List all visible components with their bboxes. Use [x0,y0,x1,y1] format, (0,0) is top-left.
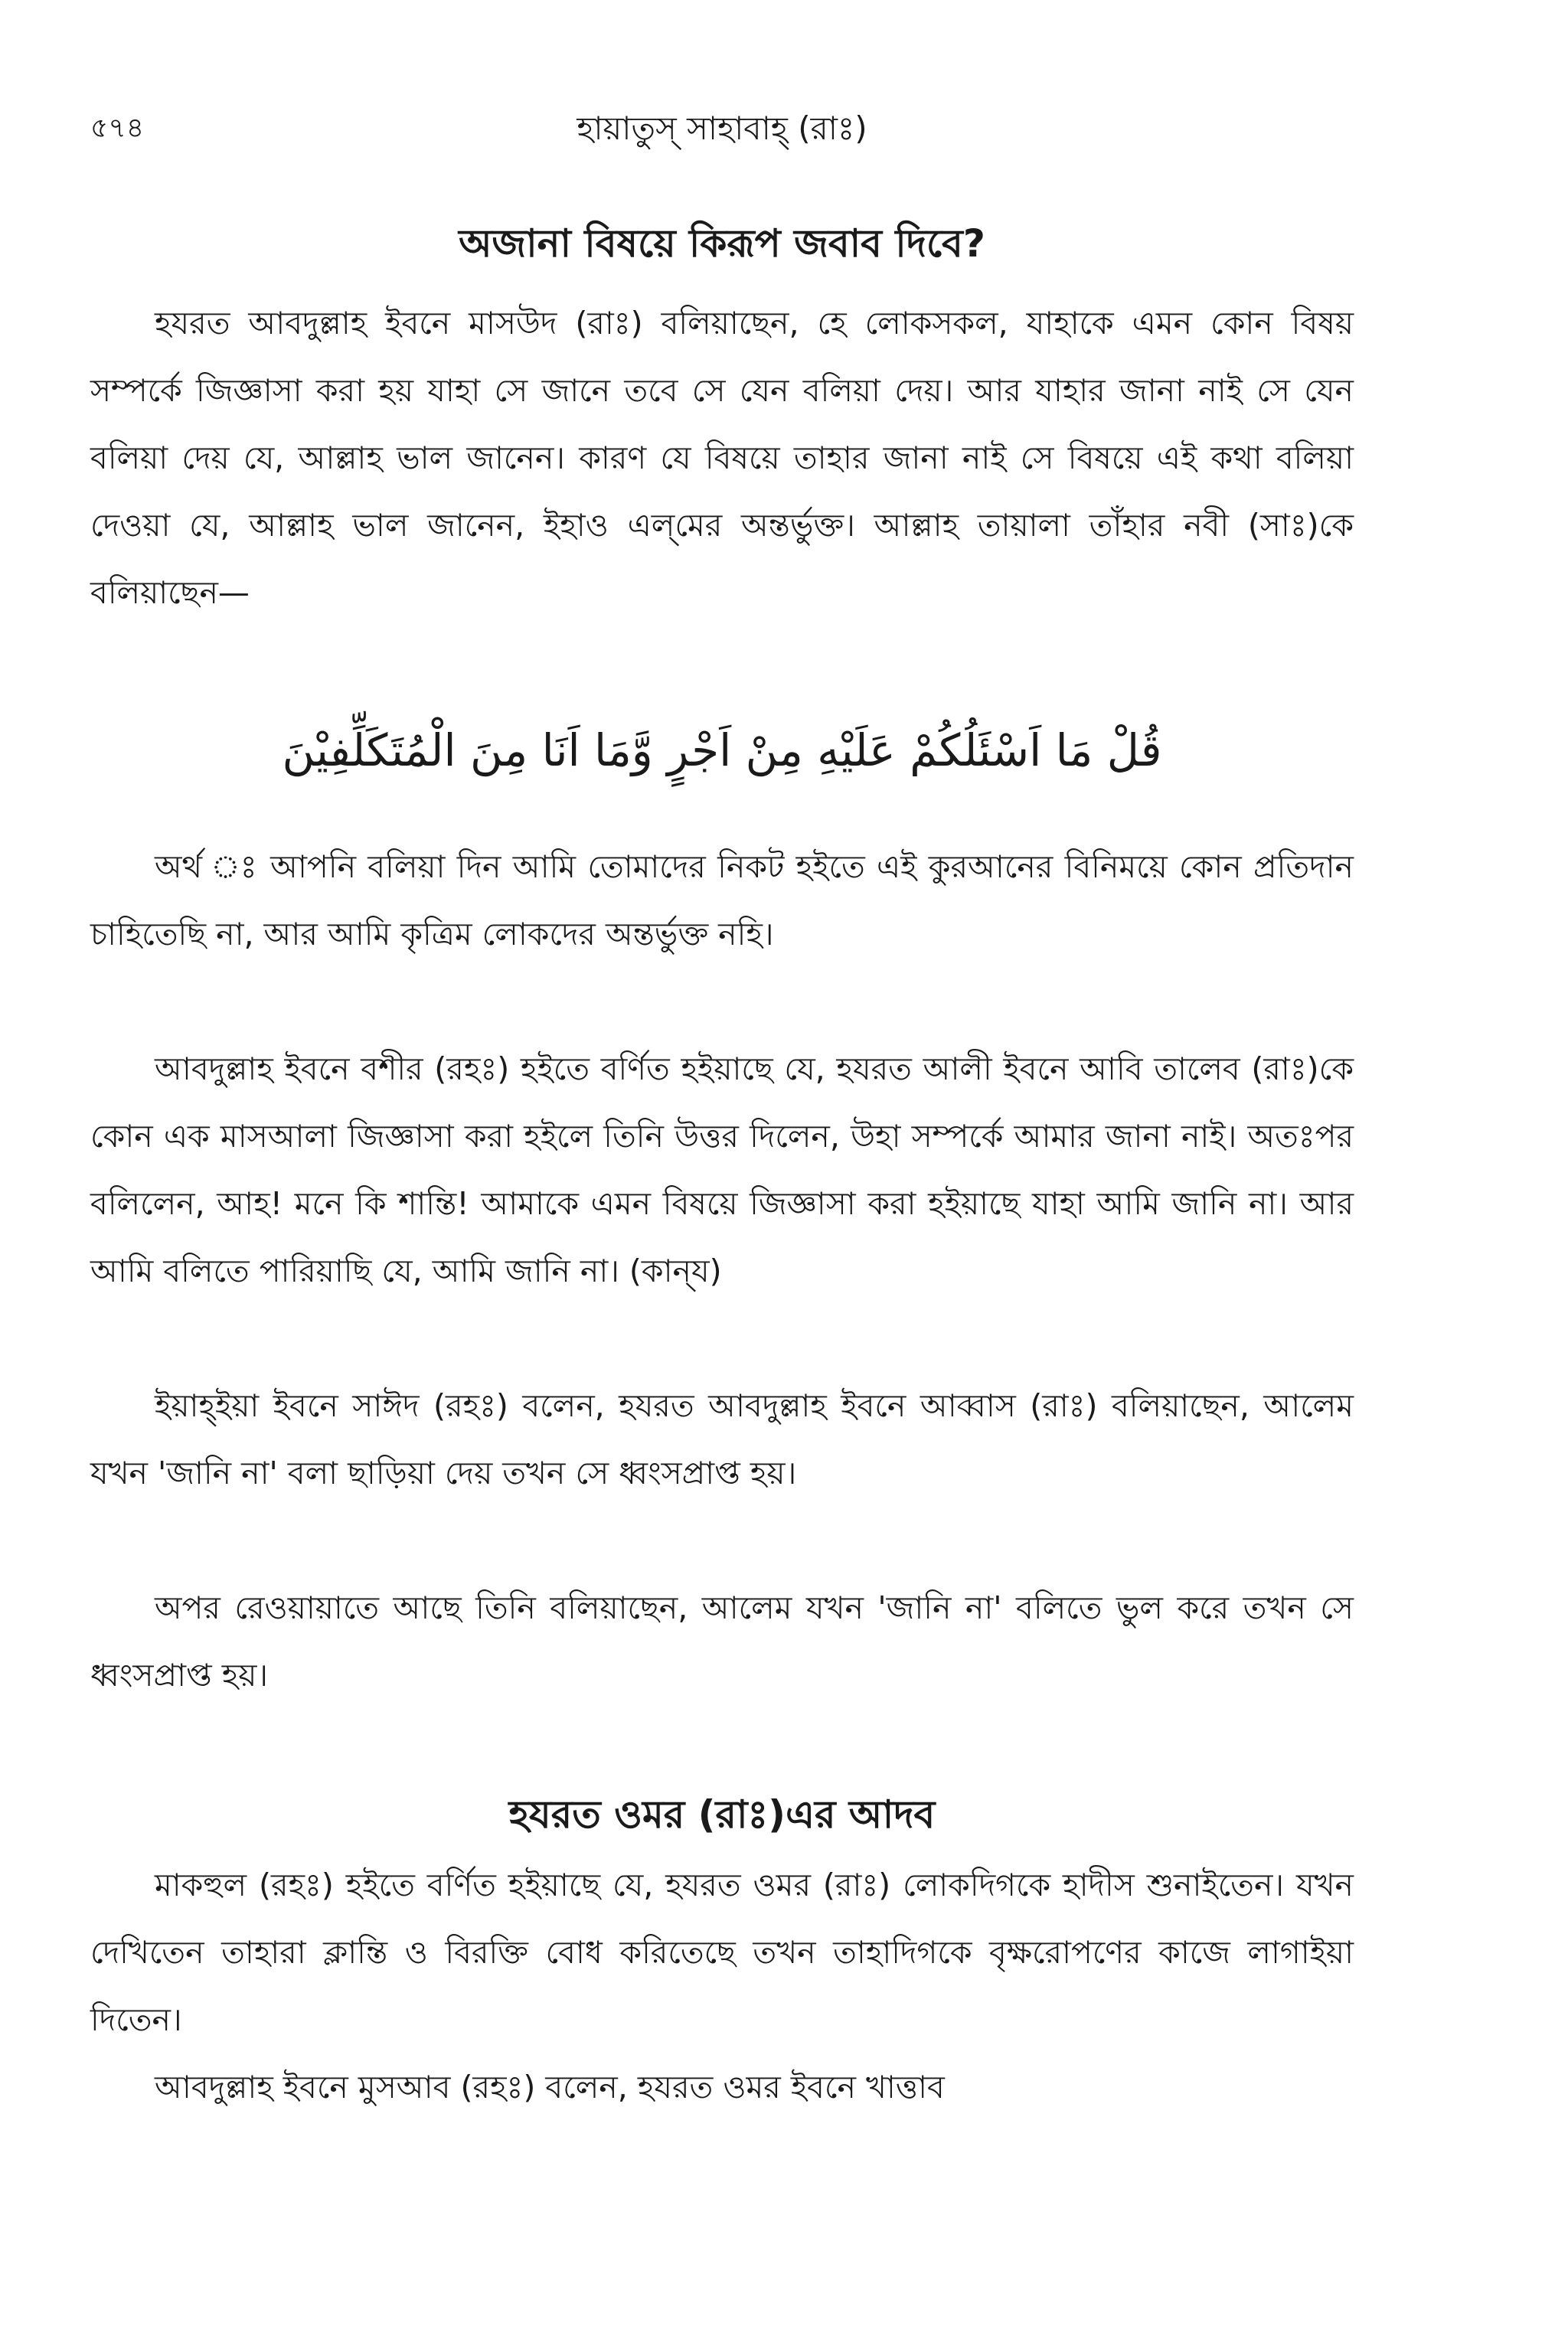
page-header [90,106,1354,159]
section-title-umar-adab: হযরত ওমর (রাঃ)এর আদব [508,1792,936,1837]
paragraph-makhul: মাকহুল (রহঃ) হইতে বর্ণিত হইয়াছে যে, হযরত ওমর (রাঃ) লোকদিগকে হাদীস শুনাইতেন। যখন দেখিতেন তাহারা ক্লান্তি ও বিরক্তি বোধ করিতেছে তখন তাহাদিগকে বৃক্ষরোপণের কাজে লাগাইয়া দিতেন। [90,1867,1354,2038]
paragraph-ibn-musab: আবদুল্লাহ ইবনে মুসআব (রহঃ) বলেন, হযরত ওমর ইবনে খাত্তাব [155,2069,945,2105]
section-title-unknown-matters: অজানা বিষয়ে কিরূপ জবাব দিবে? [459,221,985,266]
paragraph-ibn-masud: হযরত আবদুল্লাহ ইবনে মাসউদ (রাঃ) বলিয়াছেন, হে লোকসকল, যাহাকে এমন কোন বিষয় সম্পর্কে জিজ্ঞাসা করা হয় যাহা সে জানে তবে সে যেন বলিয়া দেয়। আর যাহার জানা নাই সে যেন বলিয়া দেয় যে, আল্লাহ ভাল জানেন। কারণ যে বিষয়ে তাহার জানা নাই সে বিষয়ে এই কথা বলিয়া দেওয়া যে, আল্লাহ ভাল জানেন, ইহাও এল্‌মের অন্তর্ভুক্ত। আল্লাহ তায়ালা তাঁহার নবী (সাঃ)কে বলিয়াছেন— [90,305,1354,611]
paragraph-ibn-abbas: ইয়াহ্ইয়া ইবনে সাঈদ (রহঃ) বলেন, হযরত আবদুল্লাহ ইবনে আব্বাস (রাঃ) বলিয়াছেন, আলেম যখন 'জানি না' বলা ছাড়িয়া দেয় তখন সে ধ্বংসপ্রাপ্ত হয়। [90,1387,1354,1491]
paragraph-verse-meaning: অর্থ ঃ আপনি বলিয়া দিন আমি তোমাদের নিকট হইতে এই কুরআনের বিনিময়ে কোন প্রতিদান চাহিতেছি না, আর আমি কৃত্রিম লোকদের অন্তর্ভুক্ত নহি। [90,848,1354,952]
running-title: হায়াতুস্ সাহাবাহ্ (রাঃ) [577,109,867,147]
paragraph-ali-ibn-abi-talib: আবদুল্লাহ ইবনে বশীর (রহঃ) হইতে বর্ণিত হইয়াছে যে, হযরত আলী ইবনে আবি তালেব (রাঃ)কে কোন এক মাসআলা জিজ্ঞাসা করা হইলে তিনি উত্তর দিলেন, উহা সম্পর্কে আমার জানা নাই। অতঃপর বলিলেন, আহ! মনে কি শান্তি! আমাকে এমন বিষয়ে জিজ্ঞাসা করা হইয়াছে যাহা আমি জানি না। আর আমি বলিতে পারিয়াছি যে, আমি জানি না। (কান্‌য) [90,1050,1354,1289]
page-number: ৫৭৪ [90,113,145,144]
paragraph-other-narration: অপর রেওয়ায়াতে আছে তিনি বলিয়াছেন, আলেম যখন 'জানি না' বলিতে ভুল করে তখন সে ধ্বংসপ্রাপ্ত হয়। [90,1589,1354,1694]
arabic-quran-verse: قُلْ مَا اَسْئَلُكُمْ عَلَيْهِ مِنْ اَجْرٍ وَّمَا اَنَا مِنَ الْمُتَكَلِّفِيْنَ [282,724,1162,776]
